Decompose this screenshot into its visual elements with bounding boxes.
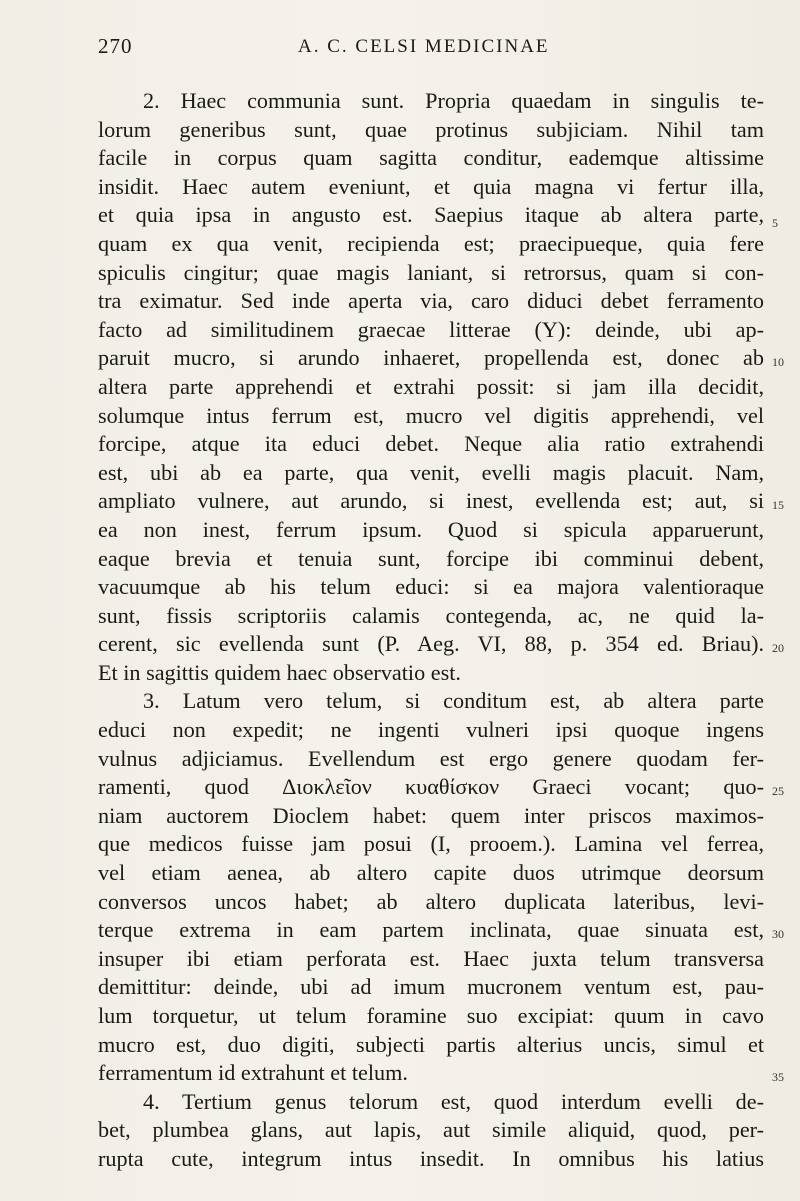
line-number: 15 bbox=[772, 498, 784, 512]
text-line: ramenti, quod Διοκλεῖον κυαθίσκον Graeci vocant; quo- bbox=[98, 774, 764, 800]
text-line: educi non expedit; ne ingenti vulneri ipsi quoque ingens bbox=[98, 717, 764, 743]
text-line: demittitur: deinde, ubi ad imum mucronem ventum est, pau- bbox=[98, 974, 764, 1000]
text-line: niam auctorem Dioclem habet: quem inter priscos maximos- bbox=[98, 802, 764, 828]
text-line: Et in sagittis quidem haec observatio est. bbox=[98, 659, 461, 685]
text-line: quam ex qua venit, recipienda est; praecipueque, quia fere bbox=[98, 230, 764, 256]
text-line: conversos uncos habet; ab altero duplicata lateribus, levi- bbox=[98, 888, 764, 914]
text-line: facto ad similitudinem graecae litterae (Y): deinde, ubi ap- bbox=[98, 316, 764, 342]
text-line: spiculis cingitur; quae magis laniant, si retrorsus, quam si con- bbox=[98, 259, 764, 285]
text-line: altera parte apprehendi et extrahi possit: si jam illa decidit, bbox=[98, 373, 764, 399]
page-header bbox=[98, 34, 782, 64]
text-line: lum torquetur, ut telum foramine suo excipiat: quum in cavo bbox=[98, 1003, 764, 1028]
text-line: solumque intus ferrum est, mucro vel digitis apprehendi, vel bbox=[98, 402, 764, 428]
text-line: insuper ibi etiam perforata est. Haec juxta telum transversa bbox=[98, 945, 764, 971]
text-line: et quia ipsa in angusto est. Saepius itaque ab altera parte, bbox=[98, 202, 764, 228]
page-number: 270 bbox=[98, 34, 133, 58]
running-title: A. C. CELSI MEDICINAE bbox=[298, 36, 550, 57]
text-line: facile in corpus quam sagitta conditur, eademque altissime bbox=[98, 145, 764, 171]
text-line: que medicos fuisse jam posui (I, prooem.). Lamina vel ferrea, bbox=[98, 831, 764, 857]
body-text bbox=[98, 87, 764, 1174]
text-line: tra eximatur. Sed inde aperta via, caro diduci debet ferramento bbox=[98, 288, 764, 314]
text-line: forcipe, atque ita educi debet. Neque alia ratio extrahendi bbox=[98, 431, 764, 457]
line-number: 20 bbox=[772, 641, 784, 655]
text-line: ea non inest, ferrum ipsum. Quod si spicula apparuerunt, bbox=[98, 516, 764, 542]
text-line: vacuumque ab his telum educi: si ea majora valentioraque bbox=[98, 574, 764, 600]
text-line: 3. Latum vero telum, si conditum est, ab altera parte bbox=[143, 688, 764, 714]
text-line: lorum generibus sunt, quae protinus subjiciam. Nihil tam bbox=[98, 116, 764, 142]
text-line: 2. Haec communia sunt. Propria quaedam in singulis te- bbox=[143, 88, 764, 113]
line-number: 35 bbox=[772, 1070, 784, 1084]
text-line: mucro est, duo digiti, subjecti partis alterius uncis, simul et bbox=[98, 1031, 764, 1057]
text-line: insidit. Haec autem eveniunt, et quia magna vi fertur illa, bbox=[98, 173, 764, 199]
text-line: eaque brevia et tenuia sunt, forcipe ibi comminui debent, bbox=[98, 545, 764, 571]
text-line: cerent, sic evellenda sunt (P. Aeg. VI, 88, p. 354 ed. Briau). bbox=[98, 631, 764, 657]
text-line: sunt, fissis scriptoriis calamis contegenda, ac, ne quid la- bbox=[98, 602, 764, 628]
text-line: ferramentum id extrahunt et telum. bbox=[98, 1060, 408, 1086]
text-line: ampliato vulnere, aut arundo, si inest, evellenda est; aut, si bbox=[98, 488, 764, 514]
line-number: 30 bbox=[772, 927, 784, 941]
line-number: 25 bbox=[772, 784, 784, 798]
text-line: terque extrema in eam partem inclinata, quae sinuata est, bbox=[98, 917, 764, 943]
line-number: 10 bbox=[772, 355, 784, 369]
text-line: est, ubi ab ea parte, qua venit, evelli magis placuit. Nam, bbox=[98, 459, 764, 485]
text-line: paruit mucro, si arundo inhaeret, propellenda est, donec ab bbox=[98, 345, 764, 371]
text-line: vel etiam aenea, ab altero capite duos utrimque deorsum bbox=[98, 860, 764, 886]
text-line: vulnus adjiciamus. Evellendum est ergo genere quodam fer- bbox=[98, 745, 764, 771]
text-line: 4. Tertium genus telorum est, quod interdum evelli de- bbox=[143, 1088, 764, 1114]
text-line: rupta cute, integrum intus insedit. In omnibus his latius bbox=[98, 1145, 764, 1171]
line-number: 5 bbox=[772, 216, 778, 230]
text-line: bet, plumbea glans, aut lapis, aut simile aliquid, quod, per- bbox=[98, 1117, 764, 1143]
